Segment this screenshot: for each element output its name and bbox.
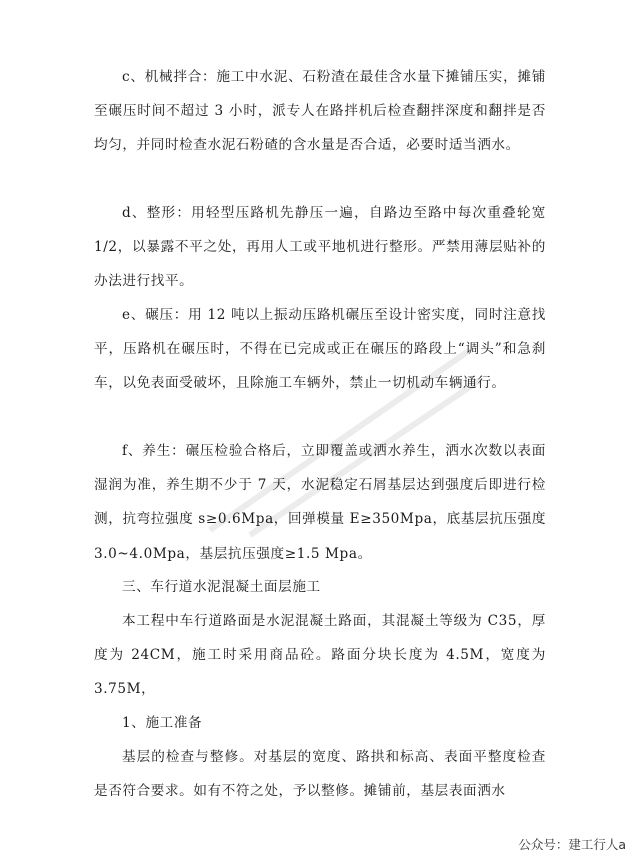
- paragraph-rolling: e、碾压：用 12 吨以上振动压路机碾压至设计密实度，同时注意找平，压路机在碾压时，不得在已完成或正在碾压的路段上“调头”和急刹车，以免表面受破坏，且除施工车辆外，禁止一切机动车辆通行。: [94, 307, 546, 392]
- subsection-heading-preparation: 1、施工准备: [122, 715, 203, 731]
- paragraph-curing: f、养生：碾压检验合格后，立即覆盖或洒水养生，洒水次数以表面湿润为准，养生期不少于 7 天，水泥稳定石屑基层达到强度后即进行检测，抗弯拉强度 s≥0.6Mpa，回弹模量 E≥350Mpa，底基层抗压强度 3.0~4.0Mpa，基层抗压强度≥1.5 Mpa。: [94, 443, 547, 562]
- footer-source-label: 公众号：建工行人a: [514, 833, 630, 855]
- paragraph-project-overview: 本工程中车行道路面是水泥混凝土路面，其混凝土等级为 C35，厚度为 24CM，施工时采用商品砼。路面分块长度为 4.5M，宽度为 3.75M，: [94, 613, 546, 698]
- section-heading-concrete-surface: 三、车行道水泥混凝土面层施工: [122, 579, 321, 595]
- paragraph-shaping: d、整形：用轻型压路机先静压一遍，自路边至路中每次重叠轮宽 1/2，以暴露不平之处，再用人工或平地机进行整形。严禁用薄层贴补的办法进行找平。: [94, 205, 546, 290]
- paragraph-mechanical-mixing: c、机械拌合：施工中水泥、石粉渣在最佳含水量下摊铺压实，摊铺至碾压时间不超过 3 小时，派专人在路拌机后检查翻拌深度和翻拌是否均匀，并同时检查水泥石粉碴的含水量是否合适，必要时适当洒水。: [94, 69, 546, 154]
- paragraph-base-inspection: 基层的检查与整修。对基层的宽度、路拱和标高、表面平整度检查是否符合要求。如有不符之处，予以整修。摊铺前，基层表面洒水: [94, 749, 546, 800]
